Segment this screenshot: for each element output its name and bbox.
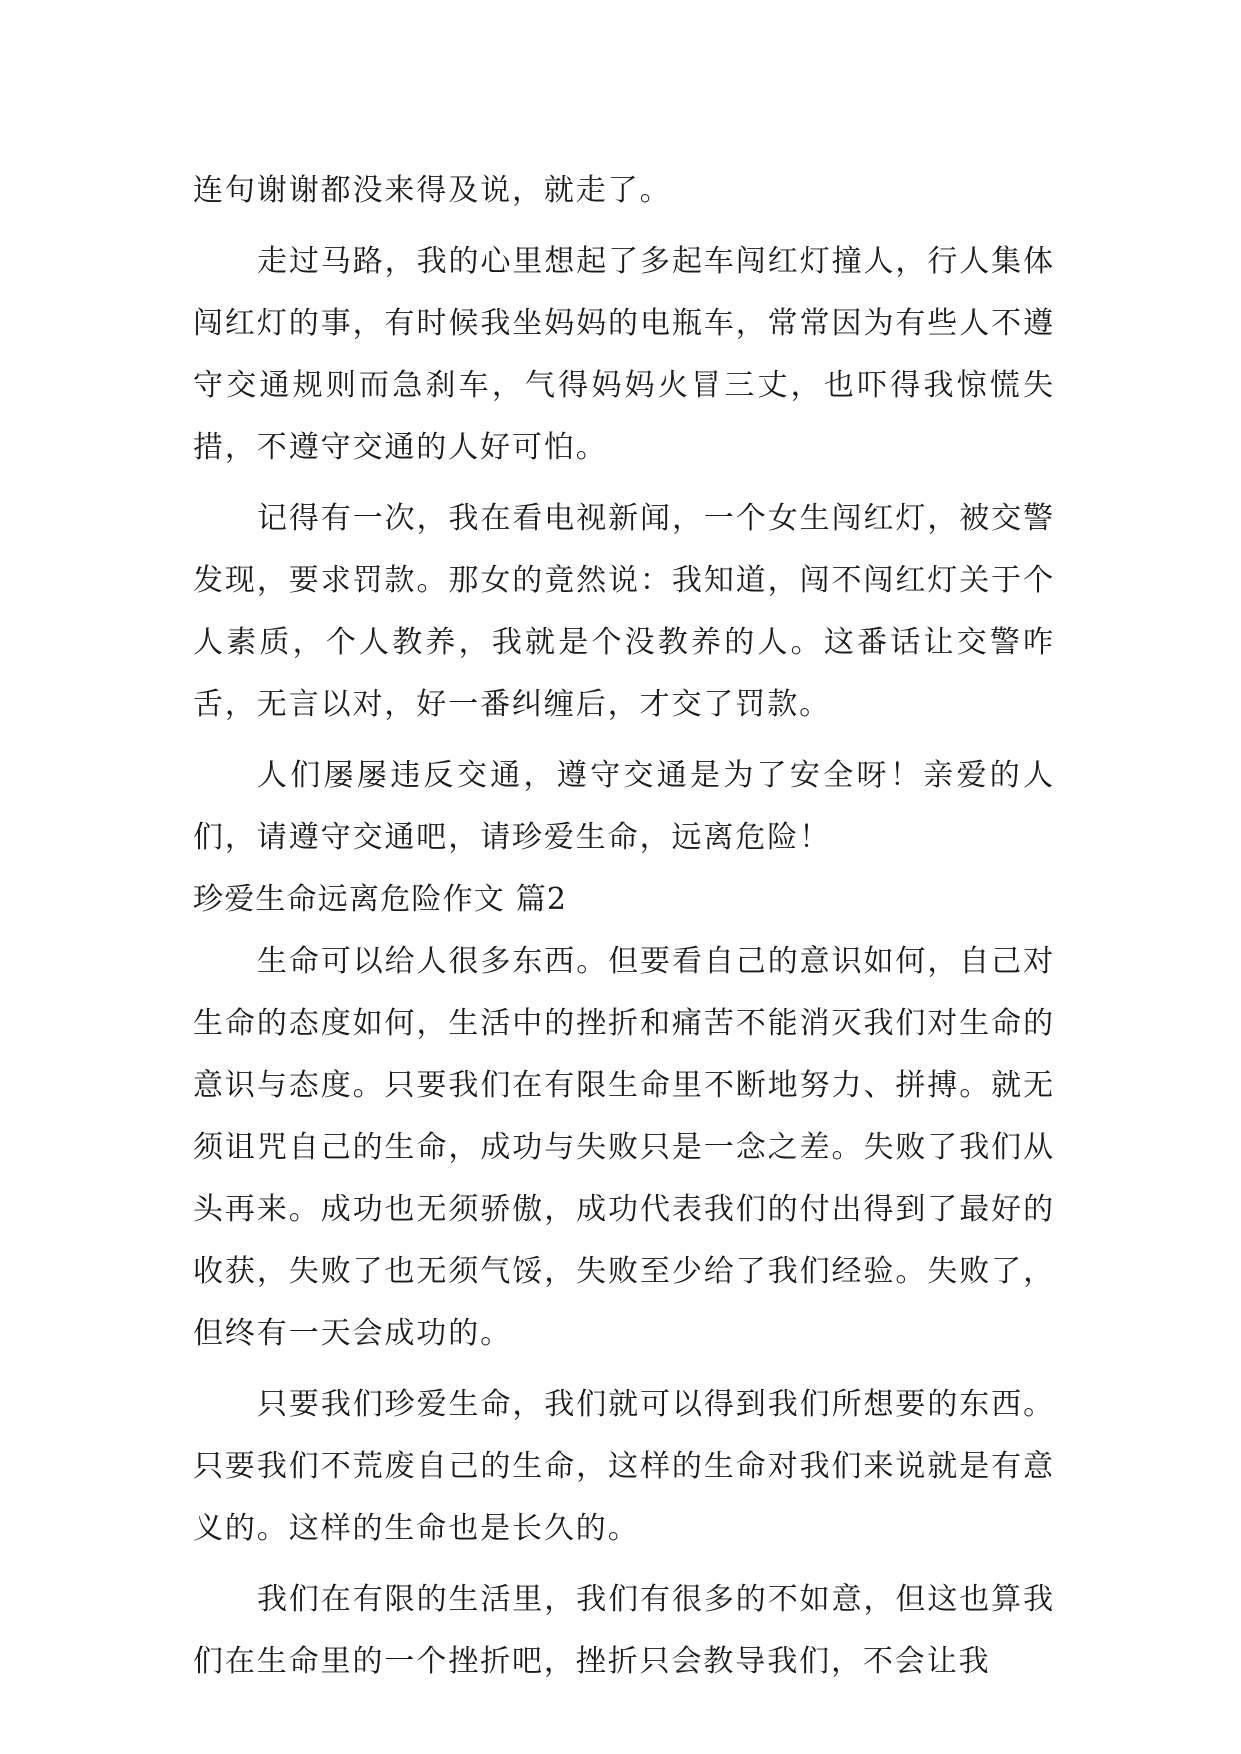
- paragraph-conclusion: 人们屡屡违反交通，遵守交通是为了安全呀！亲爱的人们，请遵守交通吧，请珍爱生命，远离危险！: [193, 758, 1055, 855]
- document-body: [193, 160, 1055, 1693]
- paragraph-life-gives: 生命可以给人很多东西。但要看自己的意识如何，自己对生命的态度如何，生活中的挫折和痛苦不能消灭我们对生命的意识与态度。只要我们在有限生命里不断地努力、拼搏。就无须诅咒自己的生命，成功与失败只是一念之差。失败了我们从头再来。成功也无须骄傲，成功代表我们的付出得到了最好的收获，失败了也无须气馁，失败至少给了我们经验。失败了，但终有一天会成功的。: [193, 944, 1055, 1351]
- paragraph-cherish-life: 只要我们珍爱生命，我们就可以得到我们所想要的东西。只要我们不荒废自己的生命，这样的生命对我们来说就是有意义的。这样的生命也是长久的。: [193, 1387, 1055, 1546]
- paragraph-limited-life: 我们在有限的生活里，我们有很多的不如意，但这也算我们在生命里的一个挫折吧，挫折只会教导我们，不会让我: [193, 1582, 1055, 1679]
- paragraph-continuation: 连句谢谢都没来得及说，就走了。: [193, 173, 672, 208]
- paragraph-news-story: 记得有一次，我在看电视新闻，一个女生闯红灯，被交警发现，要求罚款。那女的竟然说：我知道，闯不闯红灯关于个人素质，个人教养，我就是个没教养的人。这番话让交警咋舌，无言以对，好一番纠缠后，才交了罚款。: [193, 501, 1055, 722]
- paragraph-crossing-road: 走过马路，我的心里想起了多起车闯红灯撞人，行人集体闯红灯的事，有时候我坐妈妈的电瓶车，常常因为有些人不遵守交通规则而急刹车，气得妈妈火冒三丈，也吓得我惊慌失措，不遵守交通的人好可怕。: [193, 244, 1055, 465]
- section-heading: 珍爱生命远离危险作文 篇2: [193, 882, 568, 917]
